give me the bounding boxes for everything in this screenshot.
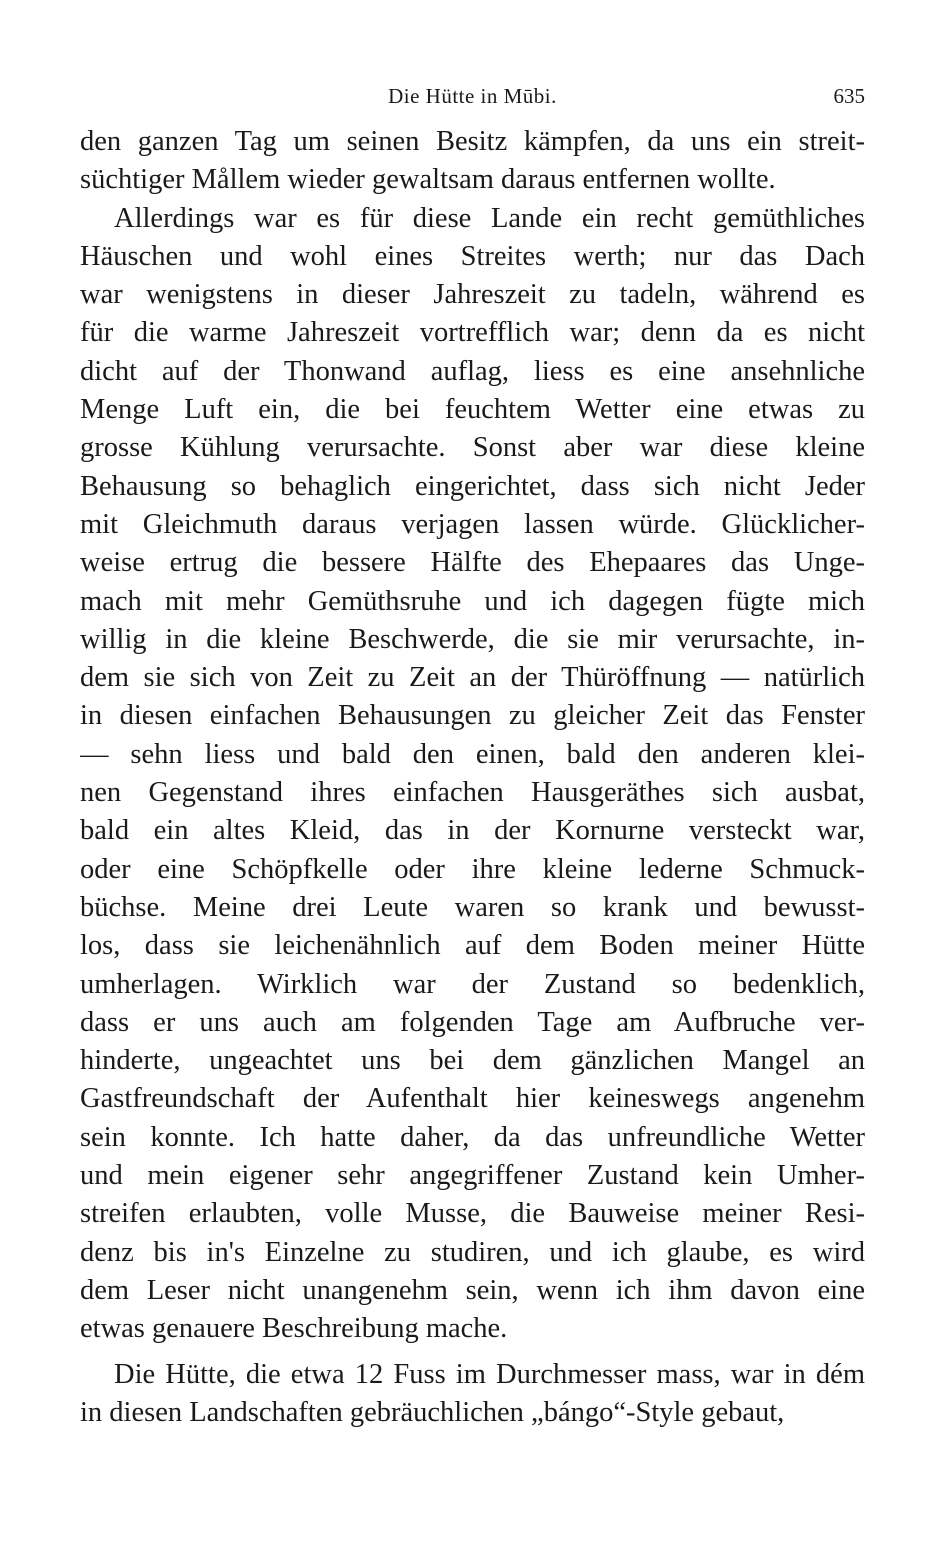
text-line: oder eine Schöpfkelle oder ihre kleine lederne Schmuck- [80,853,865,885]
text-line: denz bis in's Einzelne zu studiren, und ich glaube, es wird [80,1236,865,1268]
text-line: weise ertrug die bessere Hälfte des Ehepaares das Unge- [80,547,865,579]
text-line: dass er uns auch am folgenden Tage am Aufbruche ver- [80,1006,865,1038]
text-line: streifen erlaubten, volle Musse, die Bauweise meiner Resi- [80,1198,865,1230]
text-line: den ganzen Tag um seinen Besitz kämpfen, da uns ein streit- [80,126,865,157]
text-line: mit Gleichmuth daraus verjagen lassen würde. Glücklicher- [80,508,865,540]
page-number: 635 [833,84,865,108]
paragraph [80,123,865,200]
text-line: süchtiger Mållem wieder gewaltsam daraus entfernen wollte. [80,164,776,196]
text-line: Gastfreundschaft der Aufenthalt hier keineswegs angenehm [80,1083,865,1115]
text-line: Menge Luft ein, die bei feuchtem Wetter eine etwas zu [80,394,865,426]
text-line: los, dass sie leichenähnlich auf dem Boden meiner Hütte [80,930,865,962]
paragraph [80,1356,865,1433]
text-line: für die warme Jahreszeit vortrefflich war; denn da es nicht [80,317,865,349]
running-title: Die Hütte in Mūbi. [388,84,557,108]
text-line: Häuschen und wohl eines Streites werth; nur das Dach [80,240,865,272]
text-line: büchse. Meine drei Leute waren so krank und bewusst- [80,891,865,923]
text-line: grosse Kühlung verursachte. Sonst aber war diese kleine [80,432,865,464]
body-text [80,123,865,1432]
text-line: — sehn liess und bald den einen, bald den anderen klei- [80,738,865,770]
text-line: Allerdings war es für diese Lande ein recht gemüthliches [114,202,865,234]
text-line: mach mit mehr Gemüthsruhe und ich dagegen fügte mich [80,585,865,617]
text-line: dem sie sich von Zeit zu Zeit an der Thüröffnung — natürlich [80,662,865,694]
paragraph [80,200,865,1349]
text-line: hinderte, ungeachtet uns bei dem gänzlichen Mangel an [80,1045,865,1077]
text-line: war wenigstens in dieser Jahreszeit zu tadeln, während es [80,279,865,311]
text-line: dem Leser nicht unangenehm sein, wenn ich ihm davon eine [80,1274,865,1306]
text-line: bald ein altes Kleid, das in der Kornurne versteckt war, [80,815,865,847]
text-line: und mein eigener sehr angegriffener Zustand kein Umher- [80,1160,865,1192]
text-line: willig in die kleine Beschwerde, die sie mir verursachte, in- [80,623,865,655]
text-line: umherlagen. Wirklich war der Zustand so bedenklich, [80,968,865,1000]
text-line: in diesen Landschaften gebräuchlichen „bángo“-Style gebaut, [80,1396,785,1428]
text-line: Die Hütte, die etwa 12 Fuss im Durchmesser mass, war in dém [114,1358,865,1390]
text-line: nen Gegenstand ihres einfachen Hausgeräthes sich ausbat, [80,777,865,809]
text-line: etwas genauere Beschreibung mache. [80,1313,508,1345]
text-line: in diesen einfachen Behausungen zu gleicher Zeit das Fenster [80,700,865,732]
paragraph-gap [80,1349,865,1356]
text-line: sein konnte. Ich hatte daher, da das unfreundliche Wetter [80,1121,865,1153]
text-line: dicht auf der Thonwand auflag, liess es eine ansehnliche [80,355,865,387]
page-header [80,80,865,112]
text-line: Behausung so behaglich eingerichtet, dass sich nicht Jeder [80,470,865,502]
